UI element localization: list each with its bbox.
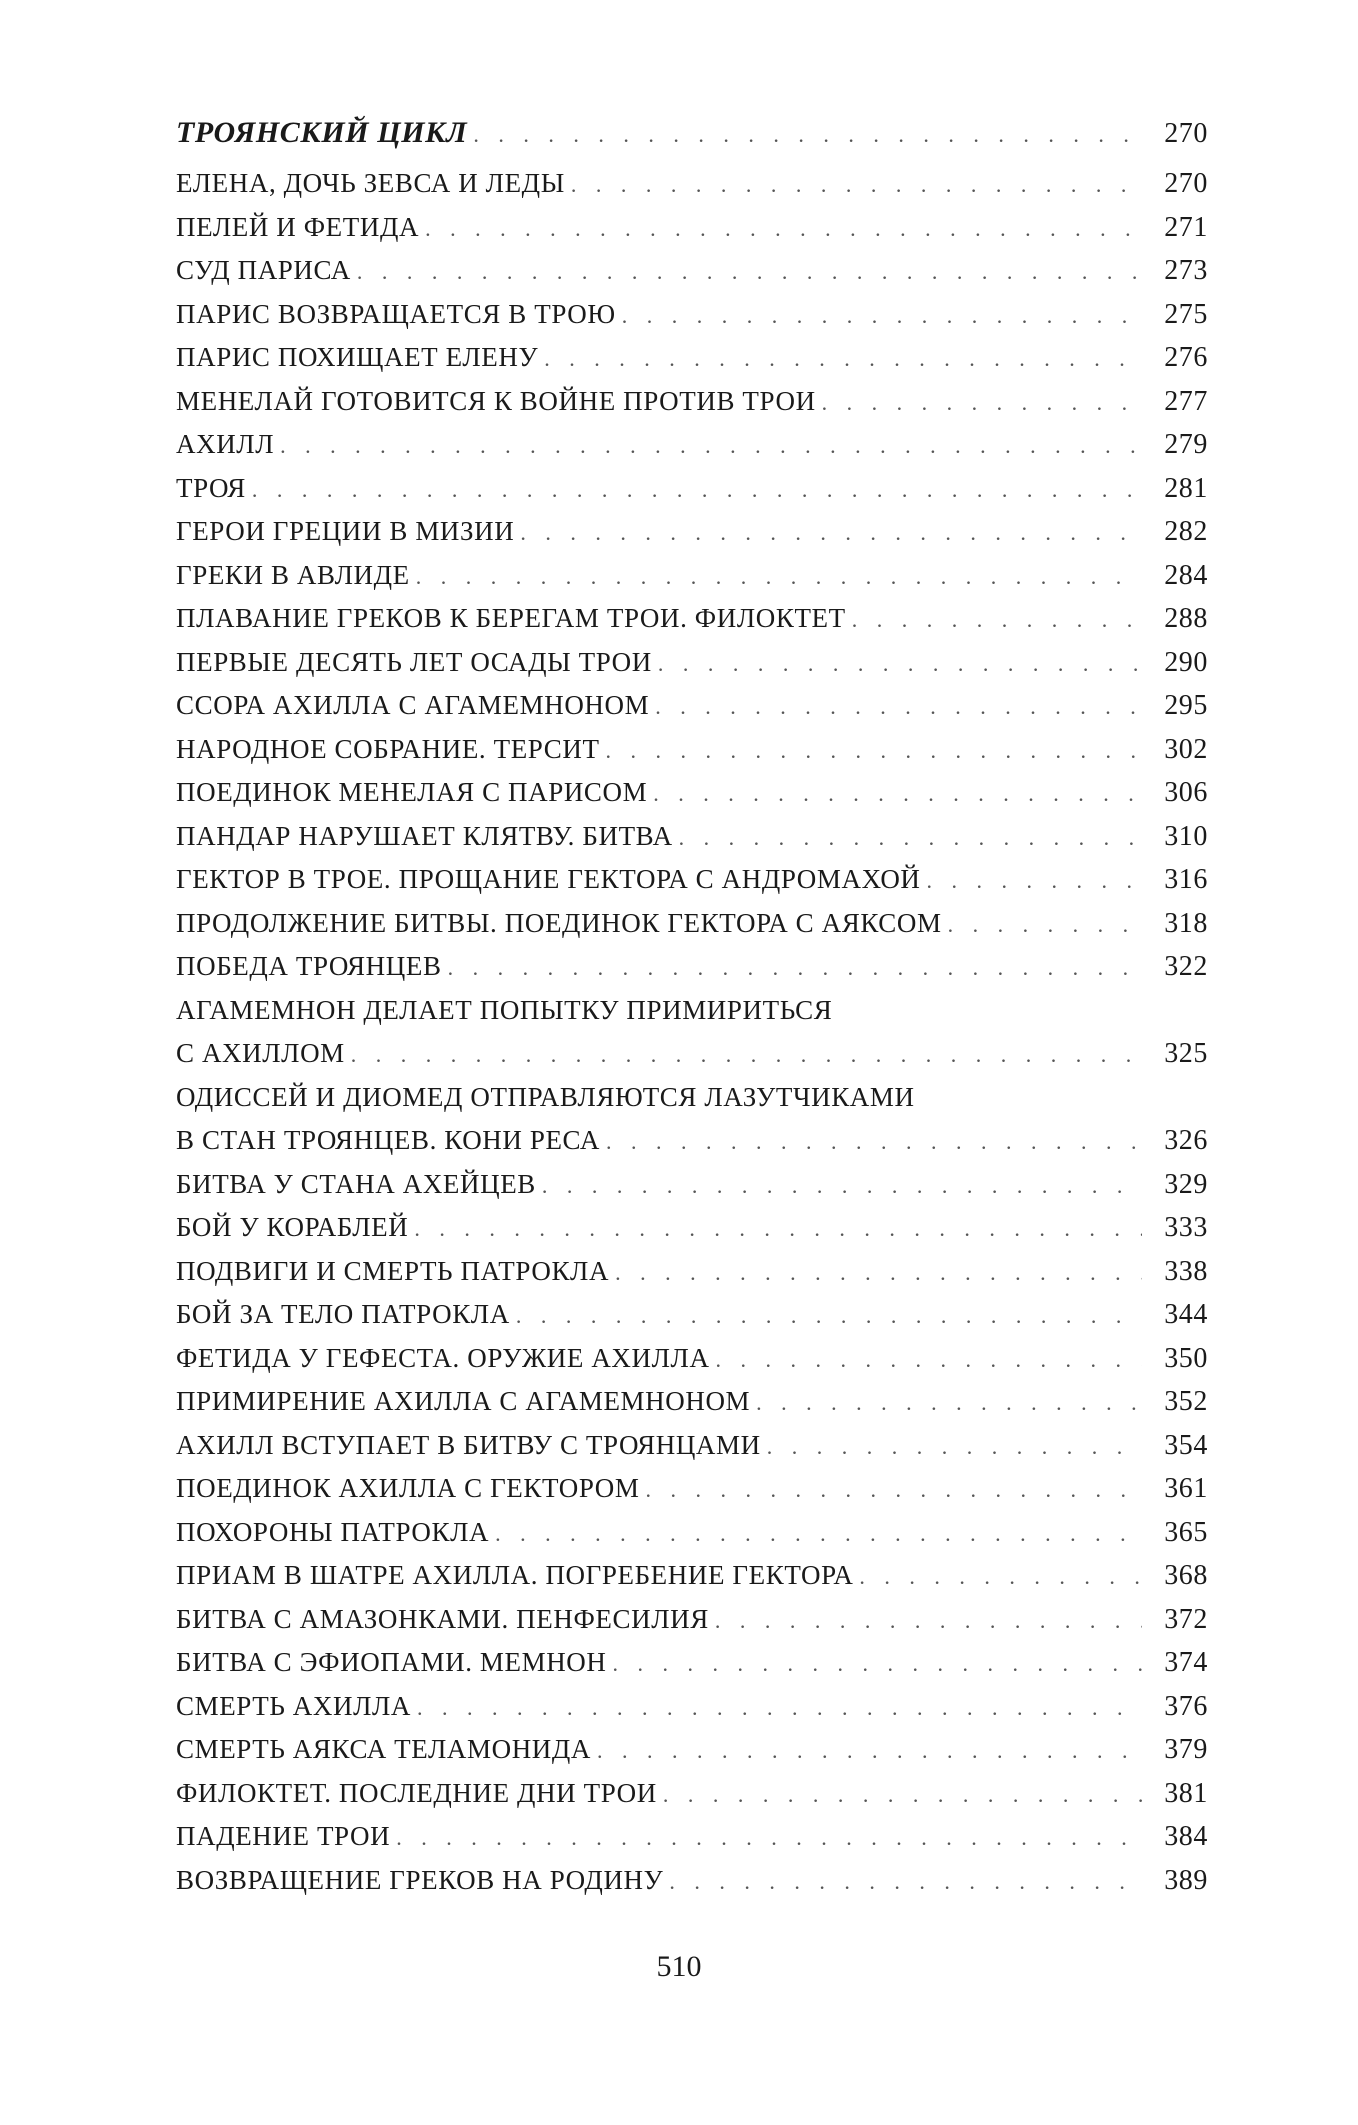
toc-entry[interactable] [176,1473,1208,1517]
toc-entry[interactable] [176,1343,1208,1387]
toc-entry[interactable] [176,1169,1208,1213]
entry-title-line1: ОДИССЕЙ И ДИОМЕД ОТПРАВЛЯЮТСЯ ЛАЗУТЧИКАМИ [176,1081,915,1112]
entry-title: ПОБЕДА ТРОЯНЦЕВ [176,951,442,981]
entry-page: 322 [1164,951,1208,982]
toc-entry[interactable] [176,734,1208,778]
leader-dots [679,825,1142,851]
entry-title: ПРИАМ В ШАТРЕ АХИЛЛА. ПОГРЕБЕНИЕ ГЕКТОРА [176,1560,854,1590]
leader-dots [516,1303,1142,1329]
entry-page: 282 [1164,516,1208,547]
entry-title: ПОХОРОНЫ ПАТРОКЛА [176,1516,490,1547]
toc-entry[interactable] [176,1038,1208,1082]
leader-dots [448,955,1142,981]
leader-dots [357,259,1142,285]
entry-title: ПЕЛЕЙ И ФЕТИДА [176,211,420,242]
entry-page: 271 [1164,211,1208,243]
entry-page: 288 [1164,603,1208,634]
section-page: 270 [1164,118,1208,149]
entry-title: ПАРИС ВОЗВРАЩАЕТСЯ В ТРОЮ [176,298,616,329]
leader-dots [715,1608,1142,1634]
entry-title: БИТВА С АМАЗОНКАМИ. ПЕНФЕСИЛИЯ [176,1603,709,1634]
entry-page: 329 [1164,1168,1208,1200]
toc-entry[interactable] [176,1604,1208,1648]
entry-title: СМЕРТЬ АЯКСА ТЕЛАМОНИДА [176,1734,592,1764]
toc-entry[interactable] [176,951,1208,995]
entry-title: АХИЛЛ ВСТУПАЕТ В БИТВУ С ТРОЯНЦАМИ [176,1429,761,1460]
toc-entry[interactable] [176,386,1208,430]
entry-page: 376 [1164,1690,1208,1722]
entry-title: ВОЗВРАЩЕНИЕ ГРЕКОВ НА РОДИНУ [176,1864,664,1895]
entry-page: 333 [1164,1212,1208,1243]
toc-entry[interactable] [176,603,1208,647]
entry-title: ПОДВИГИ И СМЕРТЬ ПАТРОКЛА [176,1255,610,1286]
entry-page: 284 [1164,559,1208,591]
page-number: 510 [656,1950,702,1983]
entry-page: 270 [1164,168,1208,199]
entry-title: СМЕРТЬ АХИЛЛА [176,1690,412,1721]
entry-title: ПРИМИРЕНИЕ АХИЛЛА С АГАМЕМНОНОМ [176,1386,751,1416]
entry-title-line1: АГАМЕМНОН ДЕЛАЕТ ПОПЫТКУ ПРИМИРИТЬСЯ [176,994,833,1025]
entry-title: ТРОЯ [176,472,246,503]
entry-title: ПЕРВЫЕ ДЕСЯТЬ ЛЕТ ОСАДЫ ТРОИ [176,646,652,677]
leader-dots [252,477,1142,503]
entry-page: 379 [1164,1734,1208,1765]
leader-dots [571,172,1142,198]
entry-title: В СТАН ТРОЯНЦЕВ. КОНИ РЕСА [176,1125,600,1155]
leader-dots [544,346,1142,372]
entry-page: 381 [1164,1777,1208,1809]
entry-page: 365 [1164,1516,1208,1548]
toc-entry[interactable] [176,1212,1208,1256]
leader-dots [606,738,1142,764]
leader-dots [716,1347,1142,1373]
toc-entry[interactable] [176,864,1208,908]
entry-page: 279 [1164,429,1208,460]
section-title: ТРОЯНСКИЙ ЦИКЛ [176,116,468,149]
leader-dots [756,1390,1142,1416]
toc-entry[interactable] [176,1430,1208,1474]
entry-page: 310 [1164,820,1208,852]
toc-entry[interactable] [176,1256,1208,1300]
toc-entry-line[interactable] [176,995,1208,1039]
entry-page: 352 [1164,1386,1208,1417]
toc-entries [176,168,1208,1908]
leader-dots [280,433,1142,459]
entry-page: 350 [1164,1342,1208,1374]
toc-entry[interactable] [176,690,1208,734]
entry-page: 290 [1164,646,1208,678]
toc-entry[interactable] [176,1821,1208,1865]
toc-entry[interactable] [176,255,1208,299]
toc-entry[interactable] [176,1299,1208,1343]
toc-entry[interactable] [176,1865,1208,1909]
toc-entry[interactable] [176,516,1208,560]
entry-page: 344 [1164,1299,1208,1330]
toc-entry[interactable] [176,647,1208,691]
leader-dots [473,122,1142,148]
toc-entry-line[interactable] [176,1082,1208,1126]
entry-title: БИТВА У СТАНА АХЕЙЦЕВ [176,1168,536,1199]
entry-title: ФЕТИДА У ГЕФЕСТА. ОРУЖИЕ АХИЛЛА [176,1342,710,1373]
leader-dots [417,1695,1142,1721]
leader-dots [416,564,1142,590]
entry-title: АХИЛЛ [176,429,275,459]
toc-entry[interactable] [176,1778,1208,1822]
leader-dots [542,1173,1142,1199]
toc-entry[interactable] [176,1647,1208,1691]
leader-dots [658,651,1142,677]
entry-page: 277 [1164,385,1208,417]
leader-dots [646,1477,1143,1503]
leader-dots [948,912,1142,938]
entry-title: ПОЕДИНОК МЕНЕЛАЯ С ПАРИСОМ [176,777,648,807]
toc-entry[interactable] [176,560,1208,604]
entry-title: ПРОДОЛЖЕНИЕ БИТВЫ. ПОЕДИНОК ГЕКТОРА С АЯКСОМ [176,907,942,938]
leader-dots [606,1129,1142,1155]
toc-entry[interactable] [176,473,1208,517]
entry-page: 316 [1164,864,1208,895]
toc-entry[interactable] [176,777,1208,821]
entry-page: 318 [1164,907,1208,939]
leader-dots [597,1738,1142,1764]
leader-dots [859,1564,1142,1590]
toc-entry[interactable] [176,299,1208,343]
entry-title: ПЛАВАНИЕ ГРЕКОВ К БЕРЕГАМ ТРОИ. ФИЛОКТЕТ [176,603,846,633]
entry-page: 354 [1164,1429,1208,1461]
leader-dots [822,390,1142,416]
toc-entry[interactable] [176,1386,1208,1430]
toc-section-heading[interactable] [176,116,1208,168]
leader-dots [622,303,1142,329]
entry-title: НАРОДНОЕ СОБРАНИЕ. ТЕРСИТ [176,733,600,764]
leader-dots [653,781,1142,807]
table-of-contents [176,116,1208,1908]
entry-page: 306 [1164,777,1208,808]
leader-dots [425,216,1142,242]
entry-title: ЕЛЕНА, ДОЧЬ ЗЕВСА И ЛЕДЫ [176,168,565,198]
leader-dots [351,1042,1142,1068]
entry-page: 275 [1164,298,1208,330]
entry-title: ПАДЕНИЕ ТРОИ [176,1821,391,1851]
leader-dots [669,1869,1142,1895]
toc-entry[interactable] [176,1691,1208,1735]
toc-entry[interactable] [176,1125,1208,1169]
leader-dots [495,1521,1142,1547]
entry-title: ГЕРОИ ГРЕЦИИ В МИЗИИ [176,516,515,546]
entry-title: ПОЕДИНОК АХИЛЛА С ГЕКТОРОМ [176,1473,640,1503]
leader-dots [655,694,1142,720]
entry-page: 361 [1164,1473,1208,1504]
entry-title: ГЕКТОР В ТРОЕ. ПРОЩАНИЕ ГЕКТОРА С АНДРОМАХОЙ [176,864,921,894]
leader-dots [396,1825,1142,1851]
entry-title: ПАНДАР НАРУШАЕТ КЛЯТВУ. БИТВА [176,820,673,851]
entry-title: ФИЛОКТЕТ. ПОСЛЕДНИЕ ДНИ ТРОИ [176,1777,657,1808]
toc-entry[interactable] [176,908,1208,952]
leader-dots [520,520,1142,546]
leader-dots [414,1216,1142,1242]
leader-dots [613,1651,1142,1677]
entry-page: 281 [1164,472,1208,504]
entry-page: 372 [1164,1603,1208,1635]
toc-entry[interactable] [176,1734,1208,1778]
toc-entry[interactable] [176,429,1208,473]
entry-page: 374 [1164,1647,1208,1678]
toc-entry[interactable] [176,342,1208,386]
leader-dots [767,1434,1142,1460]
toc-entry[interactable] [176,1517,1208,1561]
entry-title: БОЙ У КОРАБЛЕЙ [176,1212,409,1242]
toc-entry[interactable] [176,1560,1208,1604]
entry-page: 326 [1164,1125,1208,1156]
entry-title: МЕНЕЛАЙ ГОТОВИТСЯ К ВОЙНЕ ПРОТИВ ТРОИ [176,385,816,416]
entry-title: СУД ПАРИСА [176,255,351,285]
entry-page: 338 [1164,1255,1208,1287]
entry-title: С АХИЛЛОМ [176,1038,345,1068]
entry-title: БИТВА С ЭФИОПАМИ. МЕМНОН [176,1647,607,1677]
entry-page: 295 [1164,690,1208,721]
toc-entry[interactable] [176,212,1208,256]
entry-title: ПАРИС ПОХИЩАЕТ ЕЛЕНУ [176,342,539,372]
entry-title: ССОРА АХИЛЛА С АГАМЕМНОНОМ [176,690,650,720]
entry-page: 368 [1164,1560,1208,1591]
entry-page: 273 [1164,255,1208,286]
entry-page: 325 [1164,1038,1208,1069]
entry-page: 276 [1164,342,1208,373]
entry-page: 389 [1164,1864,1208,1896]
toc-entry[interactable] [176,168,1208,212]
entry-title: БОЙ ЗА ТЕЛО ПАТРОКЛА [176,1299,510,1329]
entry-page: 302 [1164,733,1208,765]
leader-dots [663,1782,1142,1808]
leader-dots [927,868,1142,894]
entry-page: 384 [1164,1821,1208,1852]
toc-entry[interactable] [176,821,1208,865]
leader-dots [852,607,1142,633]
entry-title: ГРЕКИ В АВЛИДЕ [176,559,410,590]
leader-dots [615,1260,1142,1286]
